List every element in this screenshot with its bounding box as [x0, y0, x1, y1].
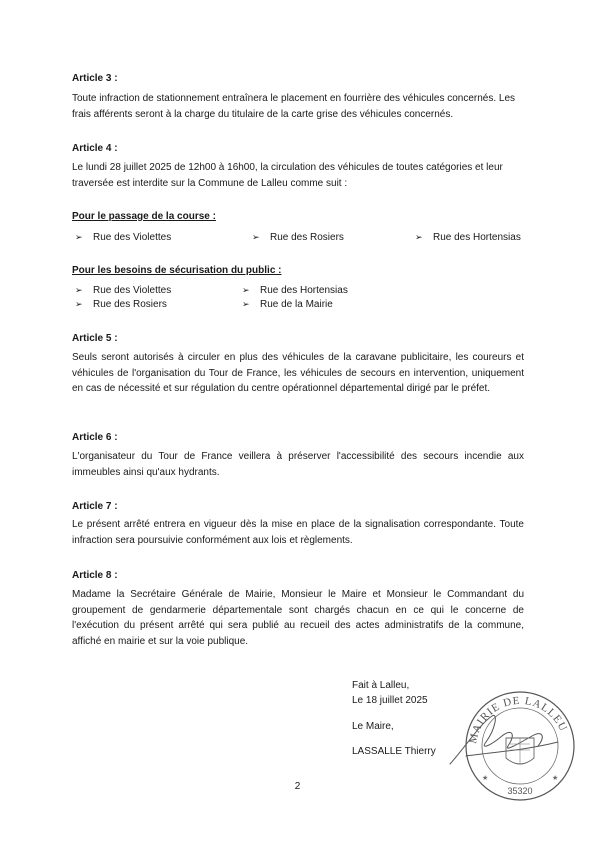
- street-name: Rue de la Mairie: [260, 299, 333, 310]
- arrow-bullet-icon: ➢: [75, 299, 83, 309]
- article-8-heading: Article 8 :: [72, 570, 118, 581]
- svg-text:★: ★: [482, 775, 489, 782]
- article-4-text: Le lundi 28 juillet 2025 de 12h00 à 16h00, la circulation des véhicules de toutes catégories et leur traversée est interdite sur la Commune de Lalleu comme suit :: [72, 162, 503, 189]
- arrow-bullet-icon: ➢: [75, 232, 83, 242]
- list-item: [242, 283, 348, 297]
- list-item: [75, 230, 171, 244]
- stamp-text: MAIRIE DE LALLEU: [467, 694, 570, 745]
- signature-place: Fait à Lalleu,: [352, 680, 410, 691]
- list-item: [75, 297, 167, 311]
- street-name: Rue des Hortensias: [433, 232, 521, 243]
- article-6-heading: Article 6 :: [72, 432, 118, 443]
- arrow-bullet-icon: ➢: [75, 285, 83, 295]
- article-8-text: Madame la Secrétaire Générale de Mairie, Monsieur le Maire et Monsieur le Commandant du groupement de gendarmerie départementale sont chargés chacun en ce qui le concerne de l'exécution du présent arrêté qui sera publié au recueil des actes administratifs de la commune, affiché en mairie et sur la voie publique.: [72, 589, 524, 647]
- article-6-text: L'organisateur du Tour de France veillera à préserver l'accessibilité des secours incendie aux immeubles ainsi qu'aux hydrants.: [72, 451, 524, 478]
- signature-role: Le Maire,: [352, 721, 394, 732]
- signature-date: Le 18 juillet 2025: [352, 695, 428, 706]
- arrow-bullet-icon: ➢: [242, 285, 250, 295]
- street-name: Rue des Violettes: [93, 232, 172, 243]
- svg-text:MAIRIE DE LALLEU: [467, 695, 569, 745]
- list-item: [415, 230, 521, 244]
- article-3-text: Toute infraction de stationnement entraînera le placement en fourrière des véhicules concernés. Les frais afférents seront à la charge du titulaire de la carte grise des véhicules concernés.: [72, 93, 516, 120]
- street-name: Rue des Rosiers: [270, 232, 344, 243]
- list-item: [75, 283, 171, 297]
- arrow-bullet-icon: ➢: [252, 232, 260, 242]
- signature-name: LASSALLE Thierry: [352, 746, 436, 757]
- street-name: Rue des Hortensias: [260, 285, 348, 296]
- svg-text:★: ★: [552, 775, 559, 782]
- arrow-bullet-icon: ➢: [415, 232, 423, 242]
- list-item: [242, 297, 333, 311]
- street-name: Rue des Violettes: [93, 285, 172, 296]
- article-3-heading: Article 3 :: [72, 73, 118, 84]
- article-7-heading: Article 7 :: [72, 501, 118, 512]
- article-5-heading: Article 5 :: [72, 333, 118, 344]
- public-subheading: Pour les besoins de sécurisation du public :: [72, 265, 282, 276]
- arrow-bullet-icon: ➢: [242, 299, 250, 309]
- course-subheading: Pour le passage de la course :: [72, 211, 216, 222]
- stamp-code: 35320: [507, 786, 533, 796]
- article-5-text: Seuls seront autorisés à circuler en plus des véhicules de la caravane publicitaire, les coureurs et véhicules de l'organisation du Tour de France, les véhicules de secours en intervention, uniquement en cas de nécessité et sur régulation du centre opérationnel départemental dirigé par le préfet.: [72, 352, 524, 394]
- article-7-text: Le présent arrêté entrera en vigueur dès la mise en place de la signalisation correspondante. Toute infraction sera poursuivie conformément aux lois et règlements.: [72, 519, 524, 546]
- street-name: Rue des Rosiers: [93, 299, 167, 310]
- article-4-heading: Article 4 :: [72, 143, 118, 154]
- list-item: [252, 230, 344, 244]
- page-number: 2: [294, 781, 301, 792]
